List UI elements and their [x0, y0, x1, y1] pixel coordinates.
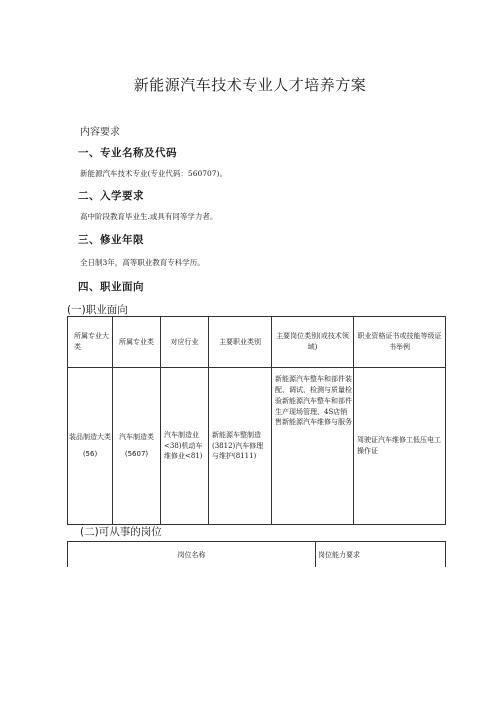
header-certificates: 职业资格证书或技能等级证书举例 [354, 317, 446, 368]
cell-posts: 新能源汽车整车和部件装配、调试、检测与质量检验新能源汽车整车和部件生产现场管理、4S店销售新能源汽车维修与服务 [272, 368, 354, 525]
section-heading-admission: 二、入学要求 [78, 190, 144, 202]
career-orientation-table [67, 316, 446, 525]
table-row [68, 368, 446, 525]
cell-sub-class [113, 368, 161, 525]
header-posts: 主要岗位类别(或技术领域) [272, 317, 354, 368]
section-text-duration: 全日制3年，高等职业教育专科学历。 [80, 258, 205, 267]
cell-certificates: 驾驶证汽车维修工低压电工操作证 [354, 368, 446, 525]
cell-major-class [68, 368, 113, 525]
section-heading-career: 四、职业面向 [78, 281, 144, 293]
subsection-heading-career-orientation: (一)职业面向 [67, 304, 128, 316]
section-heading-major-code: 一、专业名称及代码 [78, 147, 177, 159]
page-title: 新能源汽车技术专业人才培养方案 [133, 76, 367, 94]
header-occupation: 主要职业类别 [209, 317, 272, 368]
header-major-class: 所属专业大类 [68, 317, 113, 368]
table-header-row [68, 317, 446, 368]
header-sub-class: 所属专业类 [113, 317, 161, 368]
positions-table [67, 541, 446, 567]
cell-occupation: 新能源车整制造(3812)汽车修理与维护(8111) [209, 368, 272, 525]
section-heading-duration: 三、修业年限 [78, 234, 144, 246]
major-class-code: (56) [82, 450, 98, 458]
header-position-name: 岗位名称 [68, 542, 316, 568]
header-position-requirements: 岗位能力要求 [316, 542, 446, 568]
sub-class-name: 汽车制造类 [119, 433, 154, 442]
cell-industry: 汽车制造业<38)机动车维修业<81) [161, 368, 209, 525]
sub-class-code: (5607) [124, 450, 149, 458]
subsection-heading-positions: (二)可从事的岗位 [80, 526, 162, 538]
section-text-admission: 高中阶段教育毕业生.或具有同等学力者。 [80, 212, 218, 221]
major-class-name: 装品制造大类 [69, 433, 111, 442]
header-industry: 对应行业 [161, 317, 209, 368]
content-requirements-heading: 内容要求 [80, 127, 120, 138]
section-text-major-code: 新能源汽车技术专业(专业代码：560707)。 [80, 169, 227, 178]
table-header-row [68, 542, 446, 568]
